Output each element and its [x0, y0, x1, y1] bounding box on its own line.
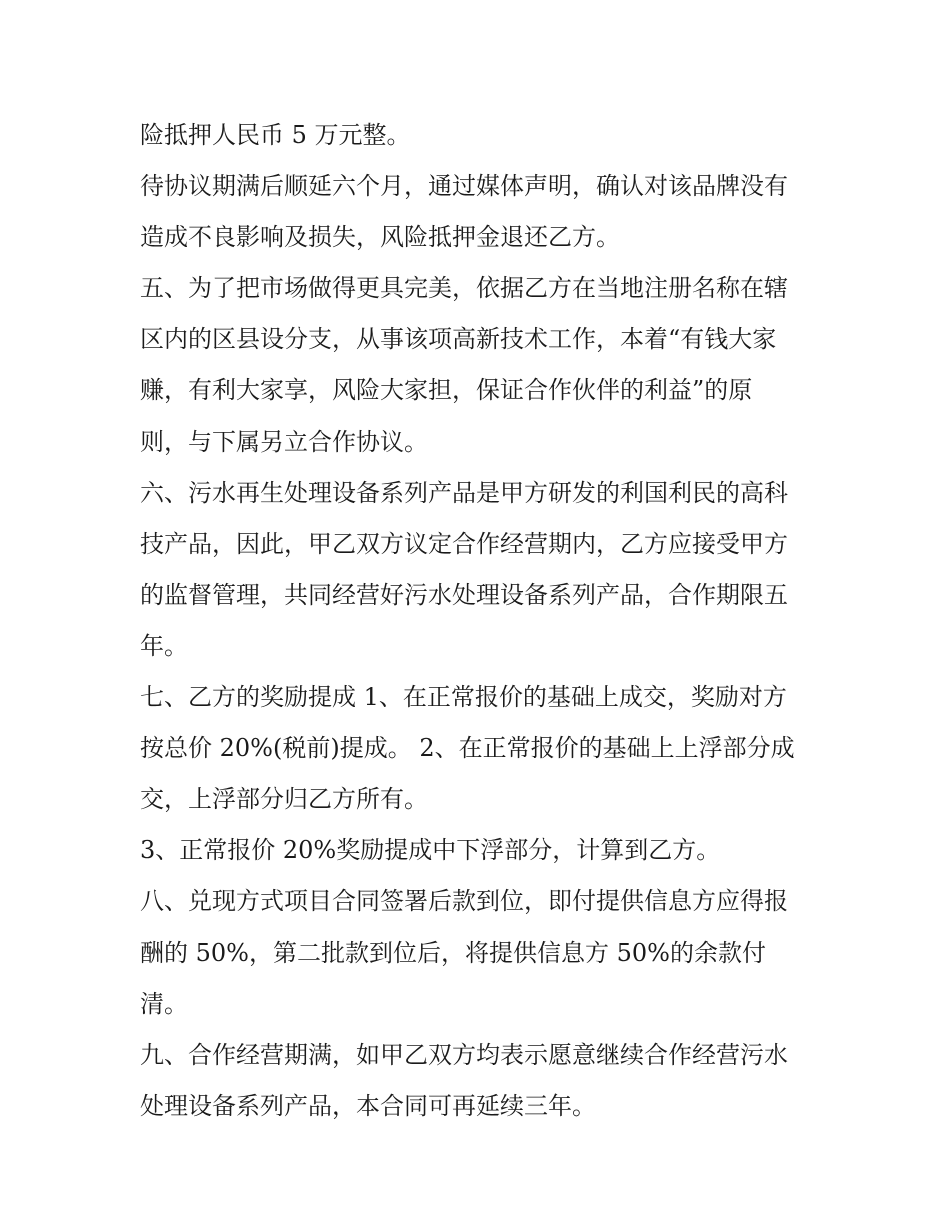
text-line: 七、乙方的奖励提成 1、在正常报价的基础上成交，奖励对方: [140, 683, 787, 712]
document-body: [140, 110, 820, 1132]
text-line: 按总价 20%(税前)提成。 2、在正常报价的基础上上浮部分成: [140, 734, 795, 763]
text-line: 技产品，因此，甲乙双方议定合作经营期内，乙方应接受甲方: [140, 529, 788, 558]
text-line: 处理设备系列产品，本合同可再延续三年。: [140, 1091, 596, 1120]
text-line: 则，与下属另立合作协议。: [140, 427, 428, 456]
text-line: 九、合作经营期满，如甲乙双方均表示愿意继续合作经营污水: [140, 1040, 788, 1069]
text-line: 年。: [140, 631, 188, 660]
text-line: 险抵押人民币 5 万元整。: [140, 121, 411, 149]
text-line: 区内的区县设分支，从事该项高新技术工作，本着“有钱大家: [140, 325, 777, 354]
text-line: 清。: [140, 989, 188, 1018]
text-line: 的监督管理，共同经营好污水处理设备系列产品，合作期限五: [140, 580, 788, 609]
text-line: 交，上浮部分归乙方所有。: [140, 785, 428, 814]
text-line: 酬的 50%，第二批款到位后，将提供信息方 50%的余款付: [140, 938, 766, 967]
text-line: 3、正常报价 20%奖励提成中下浮部分，计算到乙方。: [140, 836, 721, 865]
text-line: 造成不良影响及损失，风险抵押金退还乙方。: [140, 223, 620, 252]
text-line: 六、污水再生处理设备系列产品是甲方研发的利国利民的高科: [140, 478, 788, 507]
text-line: 待协议期满后顺延六个月，通过媒体声明，确认对该品牌没有: [140, 172, 788, 201]
text-line: 赚，有利大家享，风险大家担，保证合作伙伴的利益”的原: [140, 376, 753, 405]
text-line: 八、兑现方式项目合同签署后款到位，即付提供信息方应得报: [140, 887, 788, 916]
text-line: 五、为了把市场做得更具完美，依据乙方在当地注册名称在辖: [140, 274, 788, 303]
